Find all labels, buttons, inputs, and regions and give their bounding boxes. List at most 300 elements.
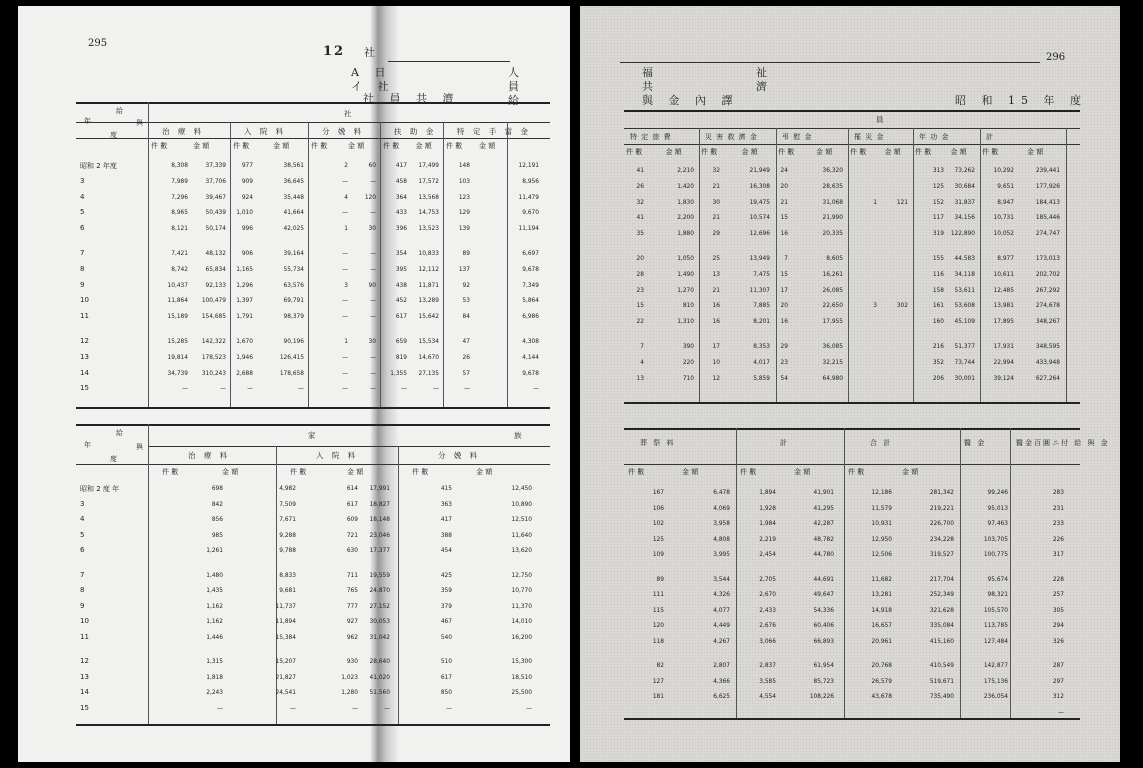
table-cell: 32 [712,166,720,174]
table-cell: 2 [344,161,348,169]
table-cell: 10,052 [993,229,1014,238]
table-cell: 16,261 [822,269,843,278]
table-cell: 9,651 [997,181,1014,190]
table-cell: 16 [780,317,788,326]
table-cell: 26,579 [871,676,892,685]
table-cell: 7,349 [522,280,539,289]
table-cell: 20,768 [871,661,892,669]
table-cell: 29 [780,342,788,350]
table-cell: 12,510 [511,515,532,523]
table-cell: 30 [368,337,376,345]
table-cell: 13,620 [511,546,532,554]
row-year-label: 昭和 2 度 年 [80,485,120,493]
table-cell: 312 [1052,692,1064,700]
table-cell: 22,650 [822,301,843,310]
table-cell: 54,336 [813,605,834,614]
column-subheader-amount: 金 額 [682,468,699,476]
column-divider [844,428,845,718]
column-subheader-count: 件 數 [162,468,179,476]
table-cell: 711 [346,570,358,579]
table-cell: — [342,296,348,305]
subheader-rule [624,144,1080,145]
right-page [580,6,1120,762]
title-rule [388,61,510,62]
table-cell: 152 [932,197,944,206]
header-b: イ 社 [351,80,395,93]
table-cell: 6,986 [522,312,539,321]
table-cell: 6,697 [522,249,539,257]
table-top-rule [624,110,1080,112]
column-divider [148,446,149,724]
group-label-right: 族 [514,431,525,440]
table-cell: 123 [458,192,470,201]
row-year-label: 11 [80,632,89,641]
table-cell: 228 [1052,574,1064,583]
table-cell: 11,871 [418,280,439,289]
table-cell: 13 [712,269,720,278]
table-cell: 47 [462,337,470,345]
table-cell: — [401,384,407,393]
table-cell: 2,243 [206,688,223,696]
table-cell: 31,068 [822,197,843,206]
group-label: 社 [344,109,355,118]
column-subheader-count: 件 數 [233,142,250,150]
row-year-label: 12 [80,337,89,345]
table-cell: 39,124 [993,373,1014,382]
table-cell: 16 [712,301,720,310]
table-cell: 348,595 [1035,342,1060,350]
table-cell: 17,499 [418,161,439,169]
row-year-label: 昭和 2 年度 [80,162,117,170]
table-cell: 216 [932,342,944,350]
table-cell: 2,676 [759,621,776,629]
column-subheader-count: 件 數 [151,142,168,150]
table-cell: 777 [346,601,358,610]
table-cell: 9,681 [279,586,296,594]
table-cell: 13,949 [749,254,770,262]
table-cell: 184,413 [1035,197,1060,206]
table-cell: 433,948 [1035,357,1060,366]
table-cell: 17,991 [369,484,390,492]
table-cell: 305 [1052,605,1064,614]
table-cell: 14,918 [871,605,892,614]
table-cell: 15,207 [275,657,296,665]
table-cell: 28,640 [369,657,390,665]
table-cell: 120 [364,192,376,201]
table-cell: 44,691 [813,574,834,583]
table-cell: 60 [368,161,376,169]
table-cell: — [342,264,348,273]
table-cell: 25 [712,254,720,262]
table-cell: 842 [211,499,223,508]
header-l2: 共 [642,80,659,93]
table-cell: 231 [1052,503,1064,512]
table-cell: 181 [652,692,664,700]
header-c: 社 員 共 濟 [363,92,460,105]
table-cell: 326 [1052,636,1064,645]
table-cell: 3 [344,280,348,289]
column-subheader-amount: 金 額 [415,142,432,150]
table-cell: 239,441 [1035,166,1060,174]
table-cell: 44,583 [954,254,975,262]
column-header: 災 害 救 濟 金 [705,133,758,141]
column-header: 特 定 旅 費 [630,133,672,141]
title-rule [620,62,1040,63]
table-cell: 15,285 [167,337,188,345]
table-cell: 103,705 [983,534,1008,543]
table-cell: 287 [1052,661,1064,669]
table-cell: 1,270 [677,285,694,294]
table-cell: 11,737 [275,601,296,610]
table-cell: 12,506 [871,550,892,558]
table-cell: 21 [780,197,788,206]
table-cell: 24,541 [275,688,296,696]
table-cell: 24 [780,166,788,174]
table-cell: — [342,368,348,377]
table-cell: 1,280 [341,688,358,696]
table-cell: 4,366 [713,676,730,685]
table-cell: 710 [682,373,694,382]
table-cell: 65,834 [205,264,226,273]
table-cell: 1,315 [206,657,223,665]
table-cell: 39,467 [205,192,226,201]
table-cell: 21 [712,285,720,294]
row-year-label: 9 [80,601,85,610]
table-cell: 12,950 [871,534,892,543]
table-cell: 2,433 [759,605,776,614]
column-header: 葬 祭 料 [640,439,676,447]
table-cell: 313 [932,166,944,174]
header-rule [148,446,550,447]
header-a: A 日 [351,66,392,79]
table-top-rule [624,428,1080,430]
table-cell: 11,864 [167,296,188,305]
table-cell: 82 [656,661,664,669]
table-cell: 390 [682,342,694,350]
table-cell: 930 [346,657,358,665]
table-cell: 8,605 [826,254,843,262]
table-cell: — [370,312,376,321]
table-cell: 1,830 [677,197,694,206]
table-cell: 364 [395,192,407,201]
table-cell: 20 [780,181,788,190]
table-cell: 17,572 [418,176,439,185]
row-year-label: 11 [80,312,89,321]
corner-label-year: 年 [84,117,91,125]
table-cell: 2,210 [677,166,694,174]
table-cell: 15,189 [167,312,188,321]
table-cell: 819 [395,352,407,361]
table-cell: 18,148 [369,515,390,523]
table-cell: 41,664 [283,208,304,217]
header-right-3: 給 [508,94,525,107]
row-year-label: 6 [80,546,85,554]
table-cell: 10,611 [993,269,1014,278]
table-cell: 294 [1052,621,1064,629]
table-cell: 3 [873,301,877,310]
table-cell: 126,415 [279,352,304,361]
row-year-label: 12 [80,657,89,665]
table-cell: 7,421 [171,249,188,257]
table-cell: 12,696 [749,229,770,238]
table-cell: 217,704 [929,574,954,583]
table-cell: 1,791 [236,312,253,321]
table-cell: 1,165 [236,264,253,273]
table-cell: 185,446 [1035,213,1060,222]
table-cell: 35 [636,229,644,238]
table-cell: 148 [458,161,470,169]
table-cell: 4,808 [713,534,730,543]
table-cell: 29 [712,229,720,238]
table-cell: 617 [395,312,407,321]
table-cell: 297 [1052,676,1064,685]
table-cell: 19,475 [749,197,770,206]
table-cell: 7 [784,254,788,262]
table-cell: 630 [346,546,358,554]
table-cell: 2,219 [759,534,776,543]
table-cell: 9,288 [279,530,296,539]
column-subheader-amount: 金 額 [273,142,290,150]
table-cell: — [446,703,452,712]
table-cell: 17,377 [369,546,390,554]
table-cell: 89 [462,249,470,257]
table-cell: 20,335 [822,229,843,238]
table-cell: 8,947 [997,197,1014,206]
section-number: 12 [323,44,346,59]
row-year-label: 4 [80,515,85,523]
table-cell: 9,678 [522,264,539,273]
table-cell: 106 [652,503,664,512]
column-subheader-count: 件 數 [290,468,307,476]
table-cell: 202,702 [1035,269,1060,278]
table-cell: 2,705 [759,574,776,583]
table-cell: 41,295 [813,503,834,512]
table-cell: 158 [932,285,944,294]
column-divider [736,428,737,718]
table-cell: 1 [344,224,348,233]
table-cell: 14,753 [418,208,439,217]
table-cell: 16,200 [511,632,532,641]
column-subheader-amount: 金 額 [476,468,493,476]
table-cell: 84 [462,312,470,321]
table-cell: 44,780 [813,550,834,558]
table-cell: 1,670 [236,337,253,345]
table-cell: 8,308 [171,161,188,169]
table-cell: 100,775 [983,550,1008,558]
table-cell: 12,485 [993,285,1014,294]
table-cell: 17,955 [822,317,843,326]
table-cell: 32,215 [822,357,843,366]
table-cell: 27,152 [369,601,390,610]
table-cell: 36,320 [822,166,843,174]
table-cell: 810 [682,301,694,310]
table-cell: — [370,368,376,377]
table-cell: 118 [652,636,664,645]
table-cell: 4,267 [713,636,730,645]
table-cell: 17,895 [993,317,1014,326]
column-subheader-count: 件 數 [626,148,643,156]
table-cell: 1,050 [677,254,694,262]
table-cell: 8,121 [171,224,188,233]
table-cell: 1,490 [677,269,694,278]
table-cell: 142,322 [201,337,226,345]
table-cell: 735,490 [929,692,954,700]
table-cell: 12,112 [418,264,439,273]
table-cell: — [298,384,304,393]
table-cell: 1 [344,337,348,345]
table-cell: — [342,208,348,217]
row-year-label: 5 [80,530,85,539]
column-subheader-amount: 金 額 [348,142,365,150]
table-cell: 10,931 [871,519,892,527]
table-cell: 6,625 [713,692,730,700]
table-cell: — [342,312,348,321]
table-cell: 1,355 [390,368,407,377]
table-cell: 167 [652,488,664,496]
table-cell: 1,010 [236,208,253,217]
table-cell: 73,262 [954,166,975,174]
table-cell: 28 [636,269,644,278]
table-cell: 45,109 [954,317,975,326]
column-subheader-count: 件 數 [850,148,867,156]
table-cell: 10,833 [418,249,439,257]
table-cell: 234,228 [929,534,954,543]
table-cell: 127,484 [983,636,1008,645]
table-cell: 16,308 [749,181,770,190]
table-cell: 1,162 [206,617,223,625]
table-cell: 659 [395,337,407,345]
table-cell: 30,001 [954,373,975,382]
table-cell: 42,025 [283,224,304,233]
table-cell: 15 [780,269,788,278]
table-cell: 1,023 [341,672,358,681]
table-cell: 850 [440,688,452,696]
column-header: 扶 助 金 [394,127,437,136]
column-header: 分 娩 料 [438,451,481,460]
table-cell: 924 [241,192,253,201]
table-cell: 977 [241,161,253,169]
table-cell: 42,287 [813,519,834,527]
column-header: 年 功 金 [919,133,950,141]
column-subheader-amount: 金 額 [816,148,833,156]
table-cell: 43,678 [871,692,892,700]
row-year-label: 9 [80,280,85,289]
table-cell: 348,267 [1035,317,1060,326]
column-subheader-amount: 金 額 [794,468,811,476]
row-year-label: 4 [80,192,85,201]
table-cell: 1,946 [236,352,253,361]
table-cell: 100,479 [201,296,226,305]
table-cell: — [370,208,376,217]
table-cell: 10,770 [511,586,532,594]
table-cell: 21,990 [822,213,843,222]
table-cell: 97,463 [987,519,1008,527]
table-cell: 540 [440,632,452,641]
table-cell: 10,292 [993,166,1014,174]
table-cell: 25,500 [511,688,532,696]
column-subheader-count: 件 數 [701,148,718,156]
table-cell: 1,928 [759,503,776,512]
table-cell: 127 [652,676,664,685]
table-cell: 41 [636,166,644,174]
table-cell: 177,926 [1035,181,1060,190]
table-cell: — [247,384,253,393]
table-cell: 7,509 [279,499,296,508]
table-cell: 21 [712,213,720,222]
table-cell: 11,194 [518,224,539,233]
table-cell: 5,864 [522,296,539,305]
table-cell: 30 [712,197,720,206]
table-cell: 7,475 [753,269,770,278]
table-cell: 15,384 [275,632,296,641]
column-subheader-amount: 金 額 [741,148,758,156]
column-header: 治 療 料 [162,127,205,136]
table-cell: 14,010 [511,617,532,625]
table-cell: 50,439 [205,208,226,217]
row-year-label: 3 [80,499,85,508]
table-cell: 985 [211,530,223,539]
table-cell: 9,678 [522,368,539,377]
table-cell: 236,054 [983,692,1008,700]
table-cell: 4,449 [713,621,730,629]
table-cell: 617 [440,672,452,681]
table-cell: 6,478 [713,488,730,496]
table-cell: 51,377 [954,342,975,350]
table-cell: 765 [346,586,358,594]
table-cell: 38,561 [283,161,304,169]
table-cell: 53,611 [954,285,975,294]
table-cell: 13,281 [871,590,892,598]
table-cell: 11,682 [871,574,892,583]
table-cell: 8,833 [279,570,296,579]
column-subheader-count: 件 數 [982,148,999,156]
table-cell: 3,995 [713,550,730,558]
column-divider [848,128,849,402]
table-cell: 452 [395,296,407,305]
table-cell: 13,568 [418,192,439,201]
column-subheader-count: 件 數 [412,468,429,476]
table-cell: 1,397 [236,296,253,305]
table-cell: — [370,296,376,305]
table-cell: 63,576 [283,280,304,289]
table-cell: 31,837 [954,197,975,206]
table-cell: 1,984 [759,519,776,527]
table-cell: 10 [712,357,720,366]
table-cell: 454 [440,546,452,554]
table-cell: 90 [368,280,376,289]
table-cell: 49,647 [813,590,834,598]
header-rule [624,128,1080,129]
table-cell: 11,894 [275,617,296,625]
column-subheader-count: 件 數 [628,468,645,476]
page-number: 295 [88,38,108,49]
table-cell: — [370,264,376,273]
table-cell: 34,156 [954,213,975,222]
table-cell: 4,326 [713,590,730,598]
table-cell: 22,994 [993,357,1014,366]
table-cell: 13,523 [418,224,439,233]
table-cell: 175,136 [983,676,1008,685]
table-cell: 1 [873,197,877,206]
table-cell: 906 [241,249,253,257]
table-cell: 257 [1052,590,1064,598]
column-subheader-amount: 金 額 [222,468,239,476]
table-cell: 23 [780,357,788,366]
table-cell: 24,870 [369,586,390,594]
corner-label-do: 度 [110,131,117,139]
column-subheader-count: 件 數 [778,148,795,156]
row-year-label: 10 [80,617,89,625]
